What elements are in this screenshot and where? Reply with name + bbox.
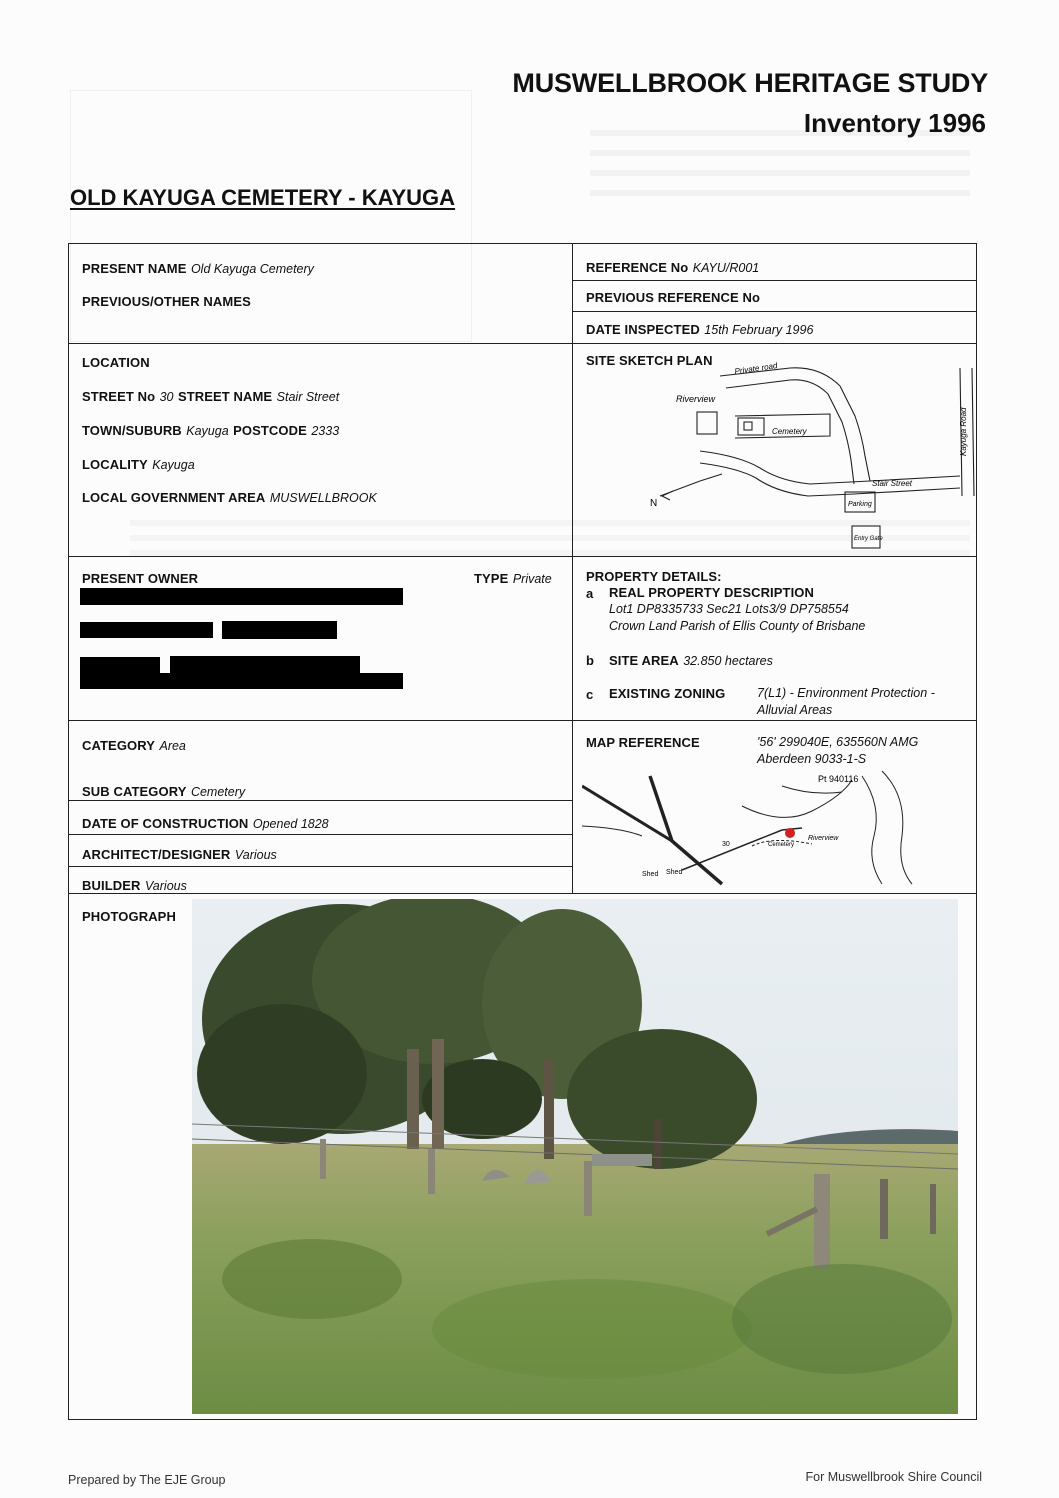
site-area-value: 32.850 hectares bbox=[683, 654, 773, 668]
builder-value: Various bbox=[144, 879, 187, 893]
sketch-private-road: Private road bbox=[734, 361, 778, 376]
reference-value: KAYU/R001 bbox=[692, 261, 760, 275]
map-shed-label: Shed bbox=[666, 869, 683, 876]
sketch-parking: Parking bbox=[848, 501, 872, 508]
owner-type-field bbox=[474, 570, 552, 588]
postcode-label: POSTCODE bbox=[233, 423, 307, 438]
footer-council: For Muswellbrook Shire Council bbox=[805, 1470, 982, 1484]
map-riverview-label: Riverview bbox=[808, 835, 839, 842]
date-inspected-label: DATE INSPECTED bbox=[586, 322, 700, 337]
map-cemetery-label: Cemetery bbox=[768, 842, 795, 848]
map-extract bbox=[582, 766, 922, 890]
lga-label: LOCAL GOVERNMENT AREA bbox=[82, 490, 266, 505]
site-area-field bbox=[609, 652, 773, 670]
site-sketch-plan bbox=[640, 356, 975, 556]
street-name-label: STREET NAME bbox=[177, 389, 273, 404]
architect-field bbox=[82, 846, 277, 864]
photograph-label: PHOTOGRAPH bbox=[82, 909, 176, 924]
present-name-label: PRESENT NAME bbox=[82, 261, 187, 276]
map-location-marker bbox=[785, 828, 795, 838]
real-property-label: REAL PROPERTY DESCRIPTION bbox=[609, 585, 814, 600]
owner-type-value: Private bbox=[512, 572, 552, 586]
item-title: OLD KAYUGA CEMETERY - KAYUGA bbox=[70, 185, 456, 210]
present-name-value: Old Kayuga Cemetery bbox=[190, 262, 314, 276]
category-field bbox=[82, 737, 186, 755]
architect-label: ARCHITECT/DESIGNER bbox=[82, 847, 231, 862]
present-owner-label: PRESENT OWNER bbox=[82, 571, 199, 586]
subcategory-value: Cemetery bbox=[190, 785, 246, 799]
street-no-label: STREET No bbox=[82, 389, 156, 404]
map-reference-value1: '56' 299040E, 635560N AMG bbox=[757, 735, 919, 749]
real-property-line1: Lot1 DP8335733 Sec21 Lots3/9 DP758554 bbox=[609, 602, 849, 616]
existing-zoning-label: EXISTING ZONING bbox=[609, 686, 726, 701]
site-sketch-label: SITE SKETCH PLAN bbox=[586, 353, 713, 368]
redacted-owner-line bbox=[222, 621, 337, 639]
subcategory-field bbox=[82, 783, 245, 801]
category-value: Area bbox=[159, 739, 186, 753]
property-details-heading: PROPERTY DETAILS: bbox=[586, 569, 722, 584]
previous-names-label: PREVIOUS/OTHER NAMES bbox=[82, 294, 251, 309]
form-divider bbox=[68, 893, 977, 894]
town-label: TOWN/SUBURB bbox=[82, 423, 182, 438]
form-divider bbox=[572, 280, 977, 281]
town-value: Kayuga bbox=[186, 424, 229, 438]
existing-zoning-value1: 7(L1) - Environment Protection - bbox=[757, 686, 935, 700]
date-inspected-field bbox=[586, 321, 813, 339]
construction-field bbox=[82, 815, 329, 833]
builder-label: BUILDER bbox=[82, 878, 141, 893]
existing-zoning-value2: Alluvial Areas bbox=[757, 703, 833, 717]
location-heading: LOCATION bbox=[82, 355, 150, 370]
street-field bbox=[82, 388, 339, 406]
site-area-label: SITE AREA bbox=[609, 653, 679, 668]
map-shed-label: Shed bbox=[642, 871, 659, 878]
redacted-owner-line bbox=[80, 673, 403, 689]
locality-value: Kayuga bbox=[152, 458, 195, 472]
sketch-riverview: Riverview bbox=[676, 394, 716, 404]
present-name-field bbox=[82, 260, 314, 278]
redacted-owner-line bbox=[170, 656, 360, 674]
sketch-entry: Entry Gate bbox=[854, 536, 883, 542]
map-pt-label: Pt 940116 bbox=[818, 774, 859, 784]
property-c-letter: c bbox=[586, 687, 594, 702]
property-a-letter: a bbox=[586, 586, 594, 601]
category-label: CATEGORY bbox=[82, 738, 156, 753]
sketch-stair-street: Stair Street bbox=[872, 479, 913, 488]
real-property-line2: Crown Land Parish of Ellis County of Brisbane bbox=[609, 619, 866, 633]
construction-value: Opened 1828 bbox=[252, 817, 329, 831]
sketch-cemetery: Cemetery bbox=[772, 427, 807, 436]
reference-label: REFERENCE No bbox=[586, 260, 689, 275]
cemetery-photograph bbox=[192, 899, 958, 1414]
sketch-kayuga-road: Kayuga Road bbox=[959, 407, 968, 456]
street-name-value: Stair Street bbox=[276, 390, 340, 404]
map-lot-number: 30 bbox=[722, 841, 730, 848]
redacted-owner-line bbox=[80, 588, 403, 605]
form-divider bbox=[572, 243, 573, 893]
study-title: MUSWELLBROOK HERITAGE STUDY bbox=[512, 68, 988, 98]
sketch-north: N bbox=[650, 498, 658, 509]
form-divider bbox=[68, 343, 977, 344]
reference-field bbox=[586, 259, 759, 277]
form-divider bbox=[572, 311, 977, 312]
street-no-value: 30 bbox=[159, 390, 174, 404]
redacted-owner-line bbox=[80, 657, 160, 674]
construction-label: DATE OF CONSTRUCTION bbox=[82, 816, 249, 831]
form-divider bbox=[68, 720, 977, 721]
locality-field bbox=[82, 456, 195, 474]
builder-field bbox=[82, 877, 187, 895]
form-divider bbox=[68, 866, 573, 867]
map-reference-label: MAP REFERENCE bbox=[586, 735, 700, 750]
previous-reference-label: PREVIOUS REFERENCE No bbox=[586, 290, 761, 305]
locality-label: LOCALITY bbox=[82, 457, 148, 472]
town-field bbox=[82, 422, 339, 440]
owner-type-label: TYPE bbox=[474, 571, 509, 586]
footer-prepared-by: Prepared by The EJE Group bbox=[68, 1473, 226, 1487]
lga-field bbox=[82, 489, 377, 507]
form-divider bbox=[68, 834, 573, 835]
subcategory-label: SUB CATEGORY bbox=[82, 784, 187, 799]
form-divider bbox=[68, 556, 977, 557]
date-inspected-value: 15th February 1996 bbox=[704, 323, 814, 337]
map-reference-value2: Aberdeen 9033-1-S bbox=[757, 752, 867, 766]
postcode-value: 2333 bbox=[311, 424, 340, 438]
lga-value: MUSWELLBROOK bbox=[269, 491, 377, 505]
inventory-year: Inventory 1996 bbox=[803, 108, 986, 138]
architect-value: Various bbox=[234, 848, 277, 862]
property-b-letter: b bbox=[586, 653, 595, 668]
redacted-owner-line bbox=[80, 622, 213, 638]
